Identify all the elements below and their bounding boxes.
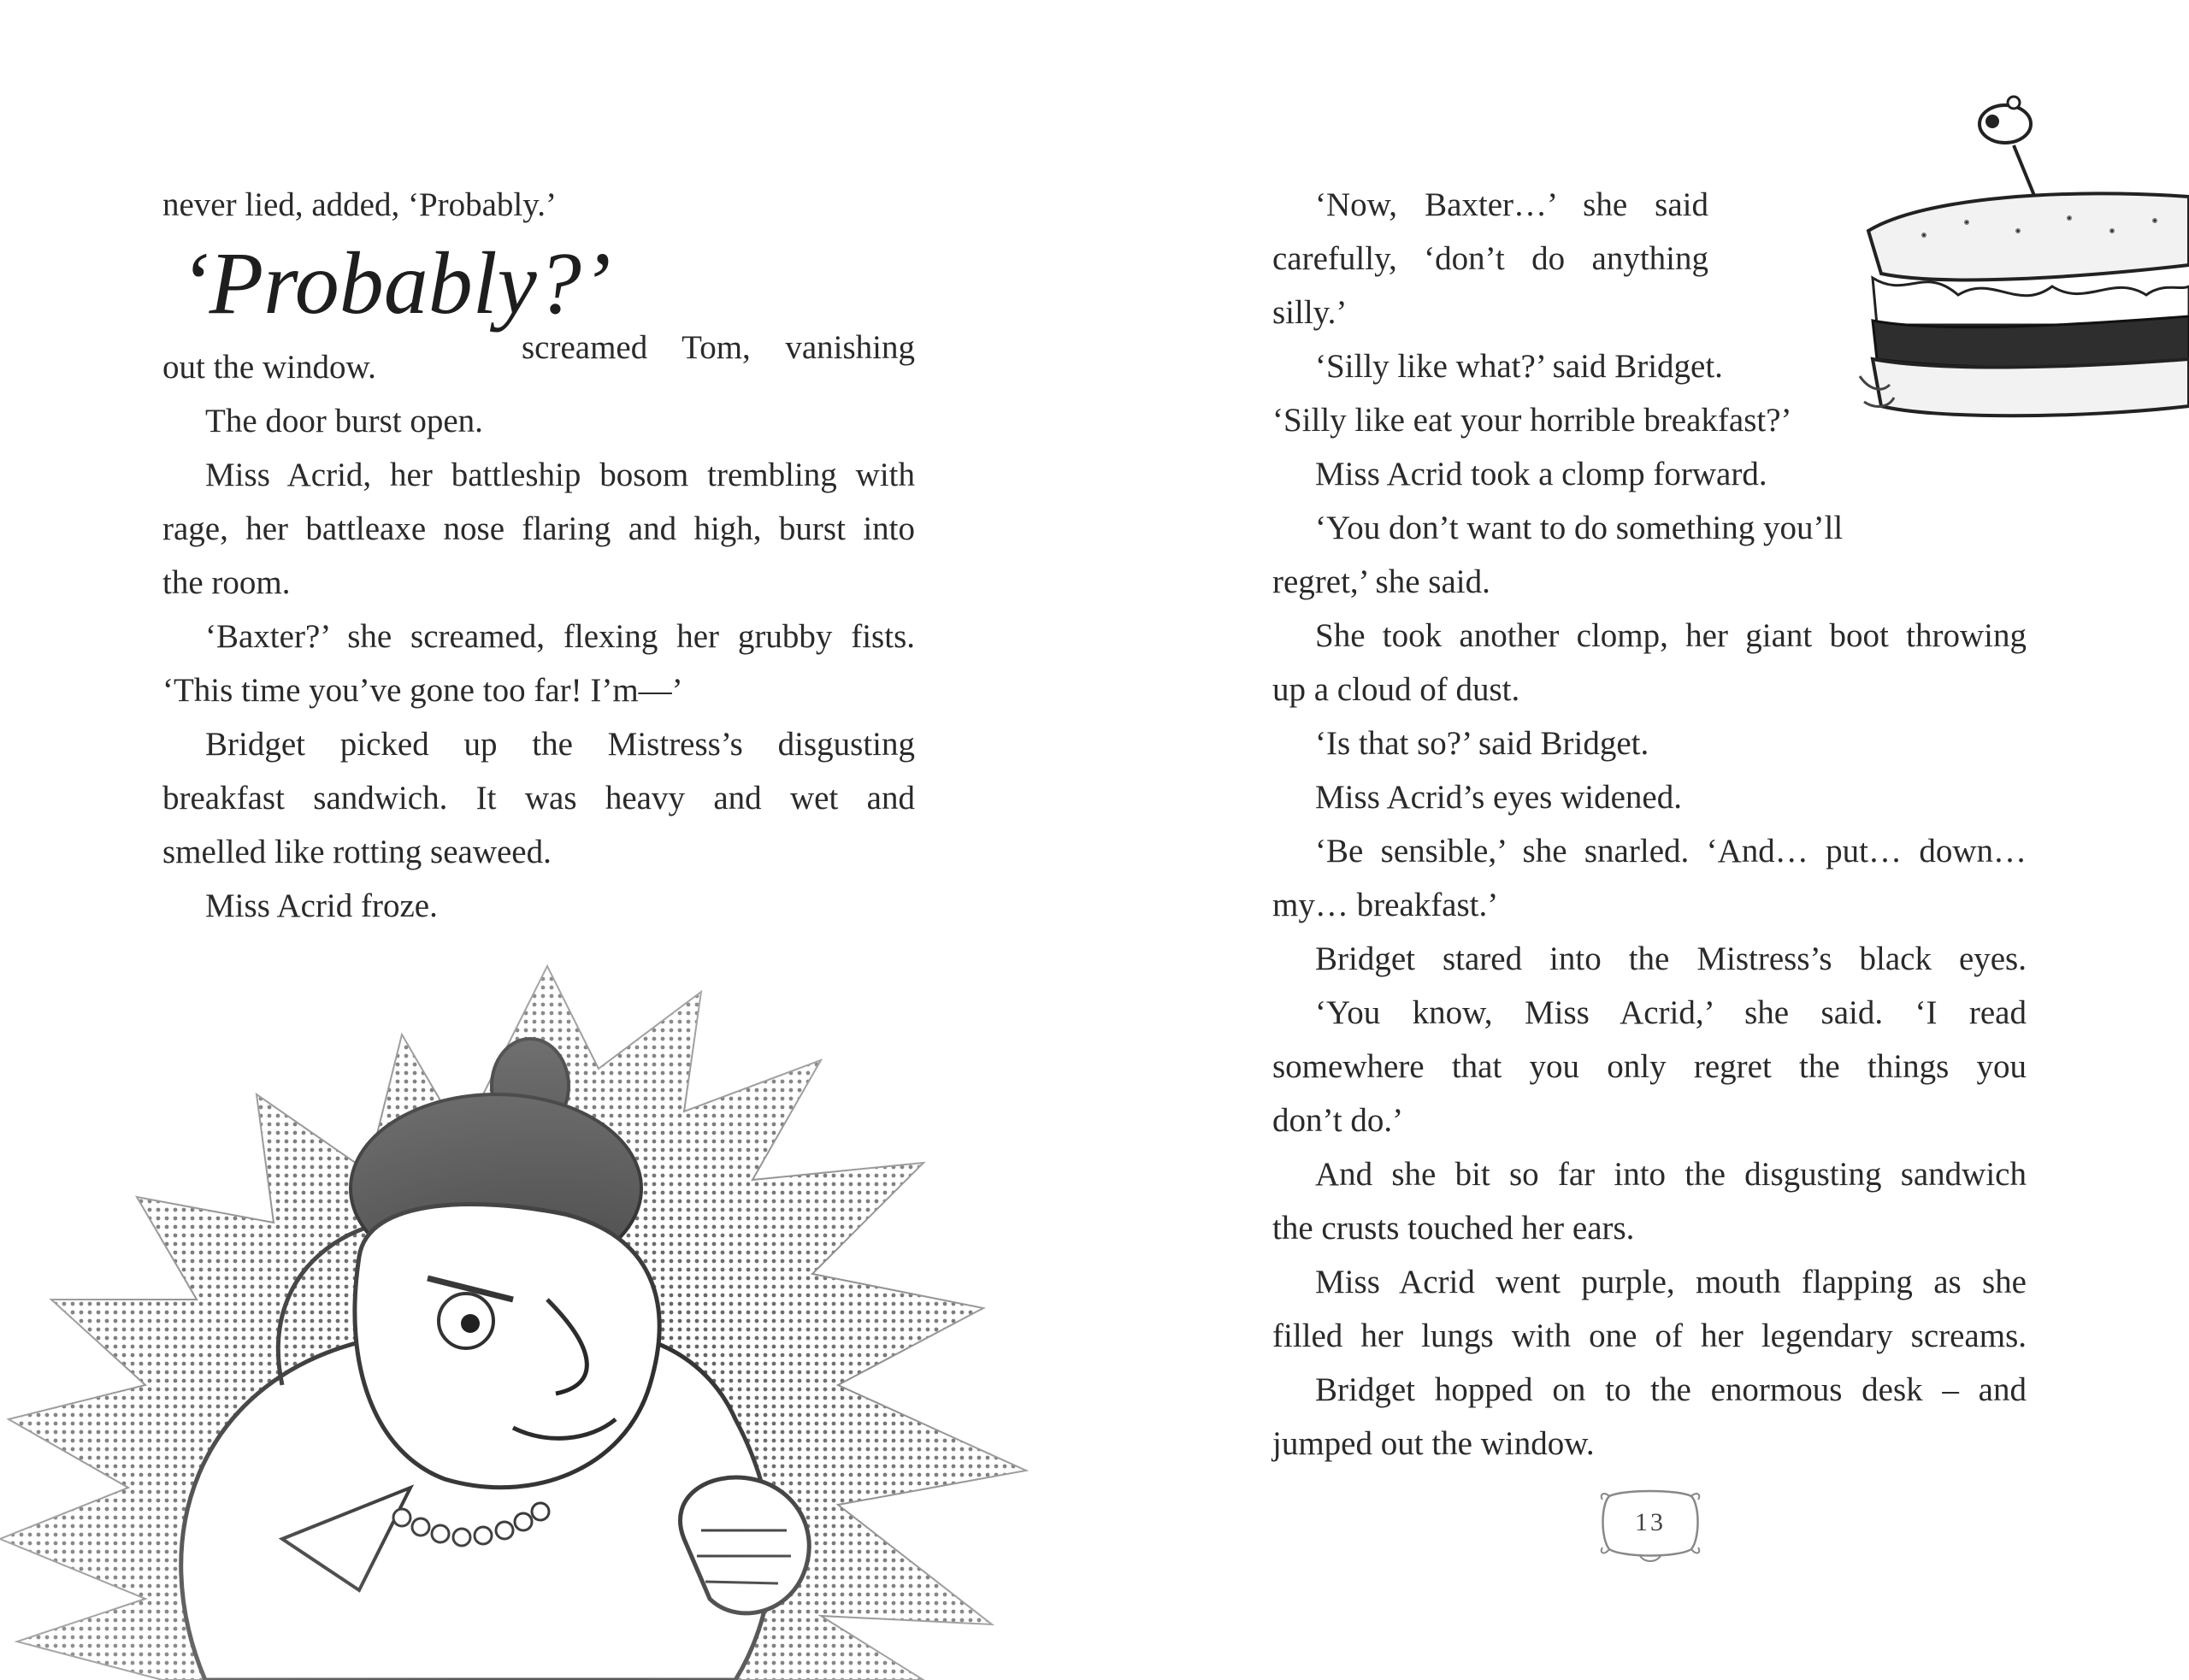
left-page: [0, 0, 1094, 1680]
text-line: somewhere that you only regret the things you: [1272, 1048, 2027, 1085]
text-line: ‘You know, Miss Acrid,’ she said. ‘I read: [1315, 994, 2027, 1031]
top-bread: [1868, 193, 2189, 280]
lettuce: [1873, 278, 2189, 325]
text-line: Bridget picked up the Mistress’s disgusting: [205, 726, 915, 763]
text-line: carefully, ‘don’t do anything: [1272, 240, 1708, 277]
text-line: regret,’ she said.: [1272, 563, 1490, 600]
text-line: don’t do.’: [1272, 1102, 1404, 1139]
text-line: ‘You don’t want to do something you’ll: [1315, 510, 1844, 546]
page-number-ornament: [1597, 1488, 1703, 1563]
text-line: the crusts touched her ears.: [1272, 1210, 1635, 1247]
text-line: screamed Tom, vanishing: [522, 329, 915, 366]
text-line: breakfast sandwich. It was heavy and wet and: [162, 780, 915, 816]
miss-acrid-illustration: [0, 940, 1094, 1680]
sandwich-illustration: [1856, 68, 2189, 427]
text-line: silly.’: [1272, 294, 1348, 331]
text-line: The door burst open.: [205, 403, 483, 439]
text-line: Miss Acrid went purple, mouth flapping as she: [1315, 1264, 2027, 1300]
text-line: Bridget hopped on to the enormous desk – and: [1315, 1371, 2027, 1408]
text-line: Miss Acrid’s eyes widened.: [1315, 779, 1682, 816]
text-line: ‘Now, Baxter…’ she said: [1315, 186, 1708, 223]
text-line: She took another clomp, her giant boot throwing: [1315, 617, 2027, 654]
text-line: jumped out the window.: [1272, 1425, 1595, 1462]
text-line: And she bit so far into the disgusting sandwich: [1315, 1156, 2027, 1193]
text-line: ‘Is that so?’ said Bridget.: [1315, 725, 1649, 762]
text-line: ‘Be sensible,’ she snarled. ‘And… put… down…: [1315, 833, 2027, 869]
text-line: ‘Silly like what?’ said Bridget.: [1315, 348, 1723, 385]
text-line: up a cloud of dust.: [1272, 671, 1520, 708]
text-line: rage, her battleaxe nose flaring and high, burst into: [162, 510, 915, 547]
text-line: Miss Acrid, her battleship bosom trembling with: [205, 457, 915, 493]
text-line: out the window.: [162, 349, 376, 386]
display-word-probably: ‘Probably?’: [180, 234, 611, 333]
text-line: ‘Silly like eat your horrible breakfast?’: [1272, 402, 1792, 439]
text-line: never lied, added, ‘Probably.’: [162, 186, 557, 223]
page-number: 13: [1635, 1508, 1666, 1536]
text-line: Bridget stared into the Mistress’s black eyes.: [1315, 940, 2027, 977]
text-line: Miss Acrid took a clomp forward.: [1315, 456, 1767, 492]
text-line: filled her lungs with one of her legendary screams.: [1272, 1317, 2027, 1354]
text-line: smelled like rotting seaweed.: [162, 834, 552, 870]
text-line: the room.: [162, 564, 291, 601]
text-line: ‘This time you’ve gone too far! I’m—’: [162, 672, 683, 709]
bottom-bread: [1873, 359, 2189, 416]
text-line: ‘Baxter?’ she screamed, flexing her grubby fists.: [205, 618, 915, 655]
text-line: Miss Acrid froze.: [205, 887, 438, 924]
text-line: my… breakfast.’: [1272, 887, 1499, 923]
